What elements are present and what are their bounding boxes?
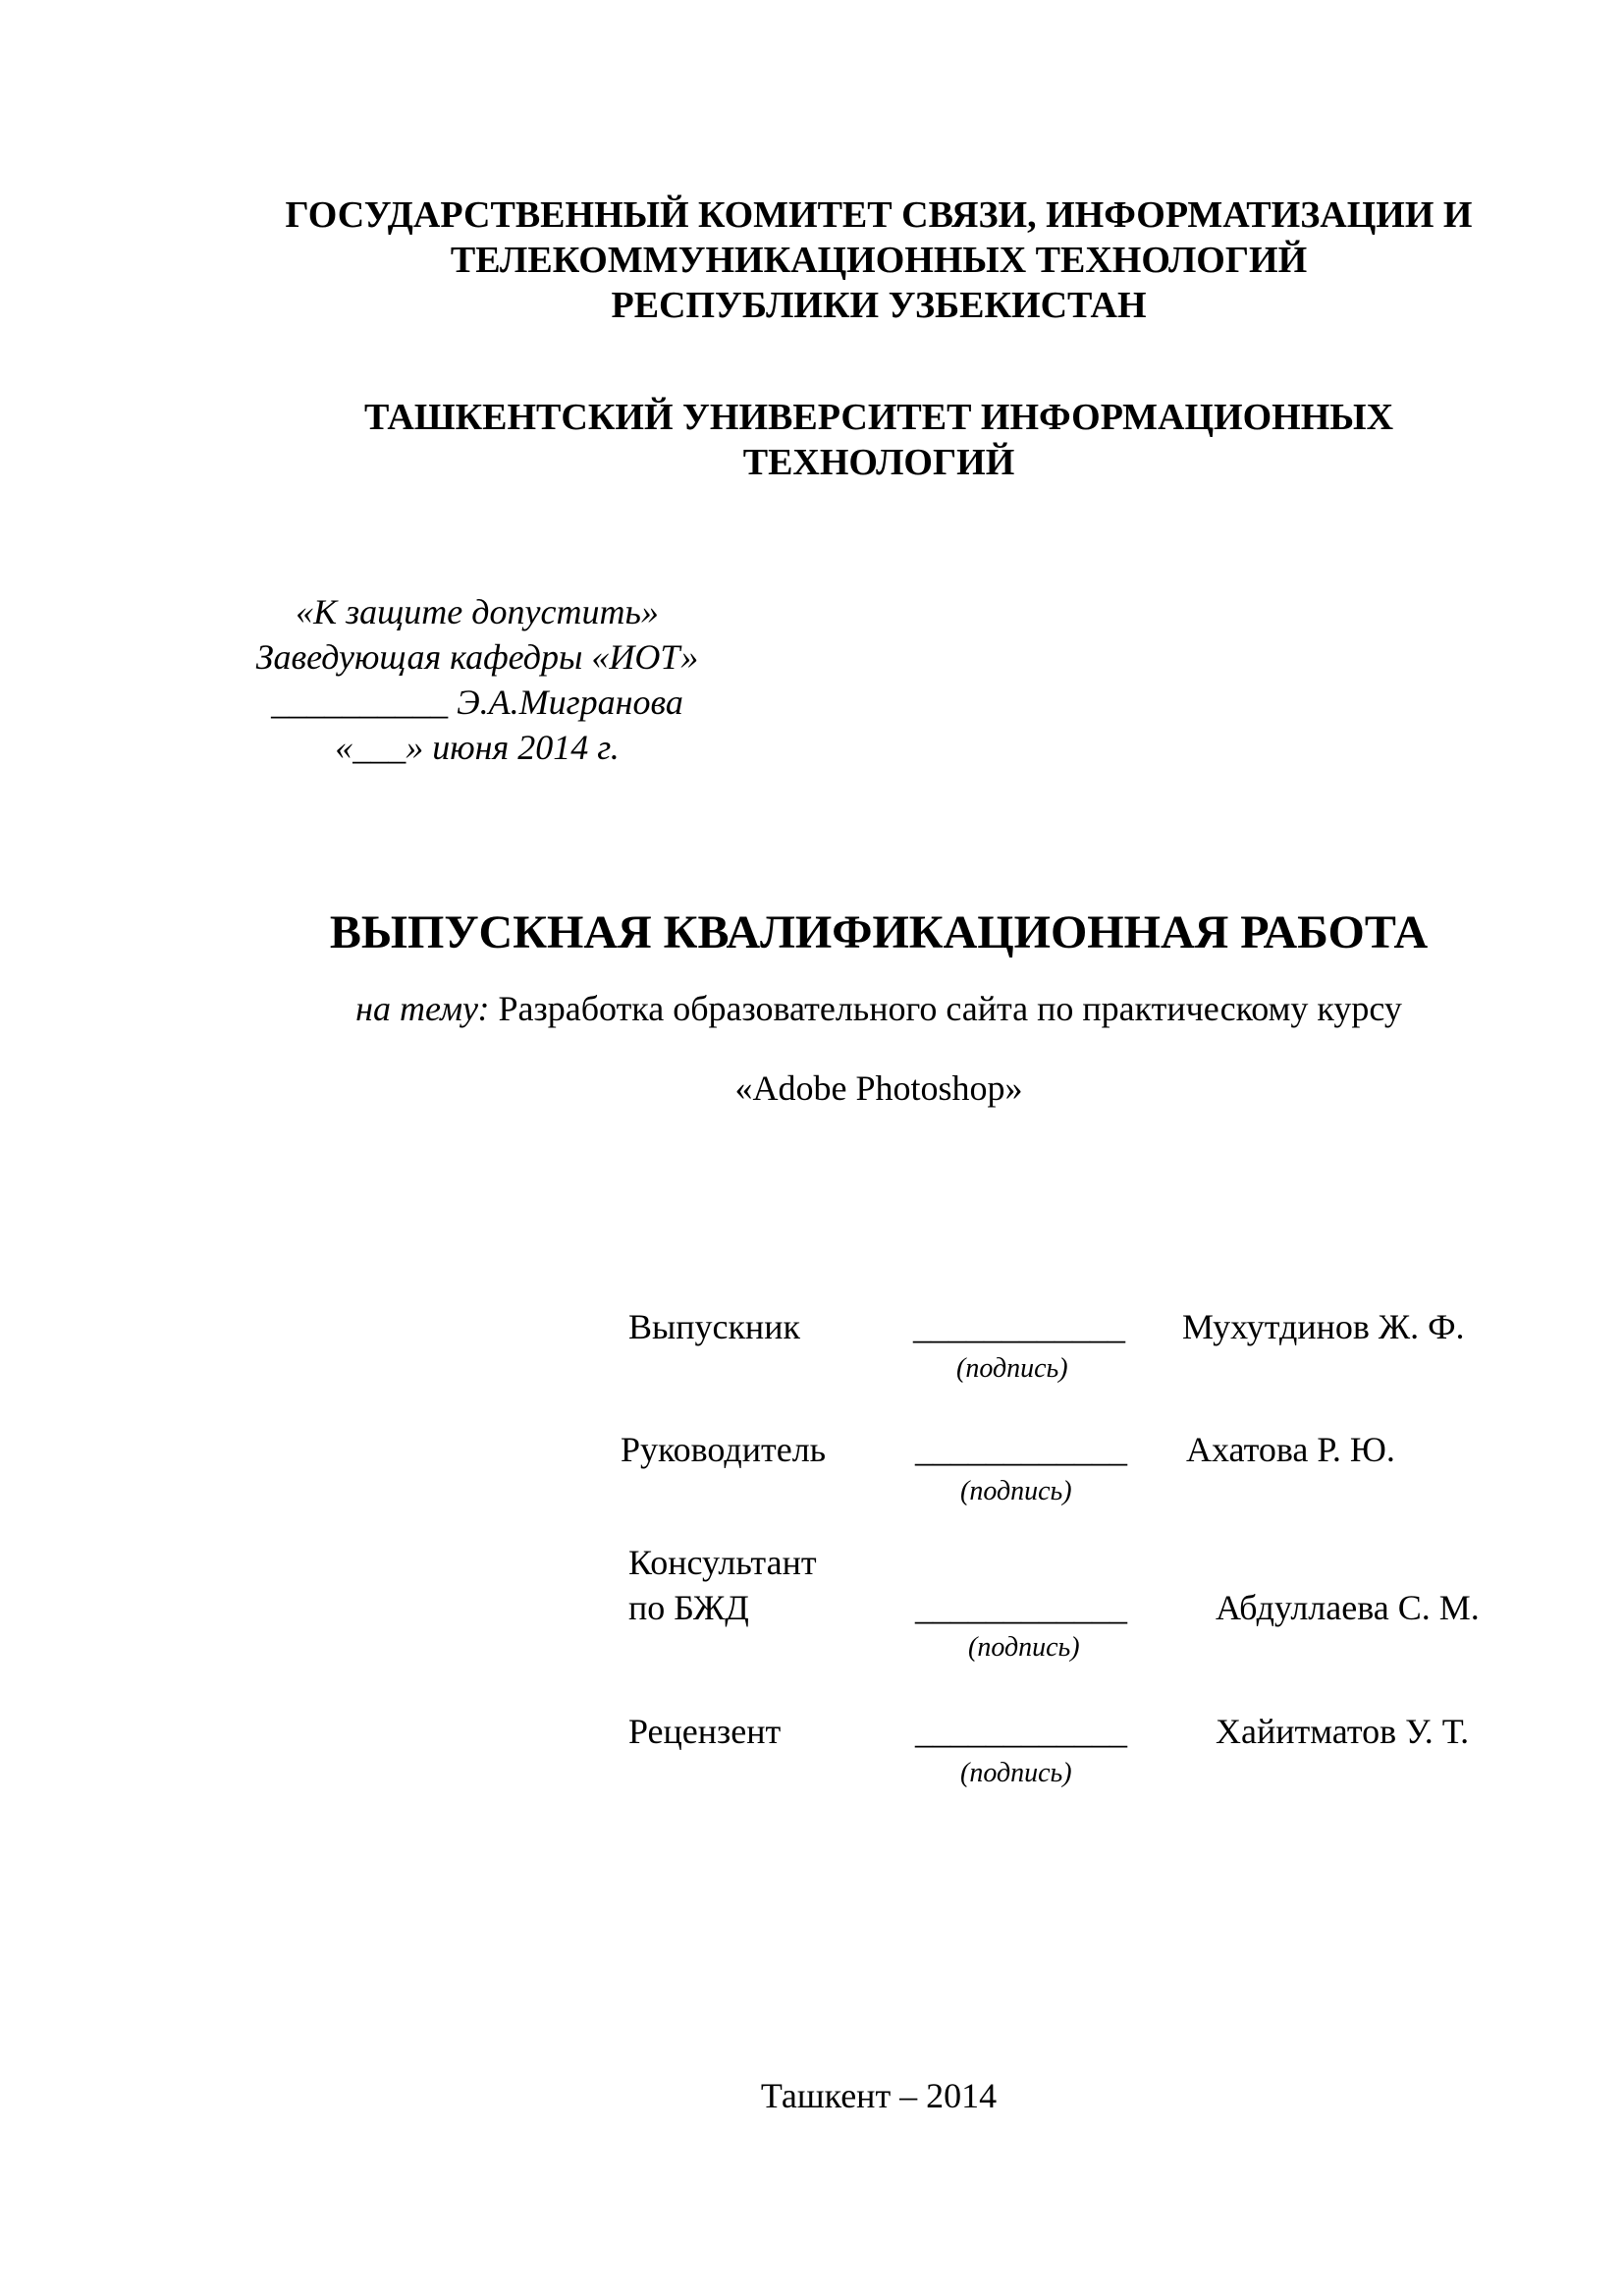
signature-role-consultant-line-2: по БЖД [628, 1588, 749, 1627]
work-theme [0, 987, 1624, 1030]
university-line-2: ТЕХНОЛОГИЙ [742, 442, 1015, 483]
ministry-line-3: РЕСПУБЛИКИ УЗБЕКИСТАН [611, 285, 1147, 326]
signature-role-supervisor: Руководитель [621, 1430, 827, 1469]
ministry-line-2: ТЕЛЕКОММУНИКАЦИОННЫХ ТЕХНОЛОГИЙ [450, 240, 1308, 281]
signature-hint-reviewer: (подпись) [960, 1758, 1072, 1788]
signature-line-graduate: ____________ [913, 1307, 1125, 1346]
approval-line-1: «К защите допустить» [296, 592, 659, 631]
ministry-header [0, 192, 1624, 328]
approval-line-3: __________ Э.А.Мигранова [271, 683, 683, 722]
signature-hint-consultant: (подпись) [968, 1632, 1080, 1663]
signature-name-supervisor: Ахатова Р. Ю. [1186, 1430, 1395, 1469]
university-header [0, 395, 1624, 485]
work-title: ВЫПУСКНАЯ КВАЛИФИКАЦИОННАЯ РАБОТА [329, 906, 1429, 958]
signature-role-reviewer: Рецензент [628, 1712, 782, 1751]
approval-block [232, 589, 723, 770]
signature-line-consultant: ____________ [915, 1588, 1127, 1627]
signature-role-consultant: Консультант [628, 1543, 817, 1582]
signature-hint-graduate: (подпись) [956, 1353, 1068, 1384]
city-year: Ташкент – 2014 [760, 2076, 998, 2115]
signature-role-graduate: Выпускник [628, 1307, 800, 1346]
approval-line-4: «___» июня 2014 г. [335, 728, 620, 767]
university-line-1: ТАШКЕНТСКИЙ УНИВЕРСИТЕТ ИНФОРМАЦИОННЫХ [363, 397, 1394, 438]
theme-label: на тему: [355, 989, 490, 1028]
signature-line-supervisor: ____________ [915, 1430, 1127, 1469]
approval-line-2: Заведующая кафедры «ИОТ» [255, 637, 699, 677]
signature-name-reviewer: Хайитматов У. Т. [1216, 1712, 1470, 1751]
theme-text: Разработка образовательного сайта по практическому курсу [489, 989, 1402, 1028]
signature-name-consultant: Абдуллаева С. М. [1216, 1588, 1480, 1627]
signature-hint-supervisor: (подпись) [960, 1476, 1072, 1506]
signature-line-reviewer: ____________ [915, 1712, 1127, 1751]
ministry-line-1: ГОСУДАРСТВЕННЫЙ КОМИТЕТ СВЯЗИ, ИНФОРМАТИЗАЦИИ И [285, 194, 1473, 236]
work-theme-line-2: «Adobe Photoshop» [734, 1068, 1023, 1108]
signature-name-graduate: Мухутдинов Ж. Ф. [1182, 1307, 1465, 1346]
